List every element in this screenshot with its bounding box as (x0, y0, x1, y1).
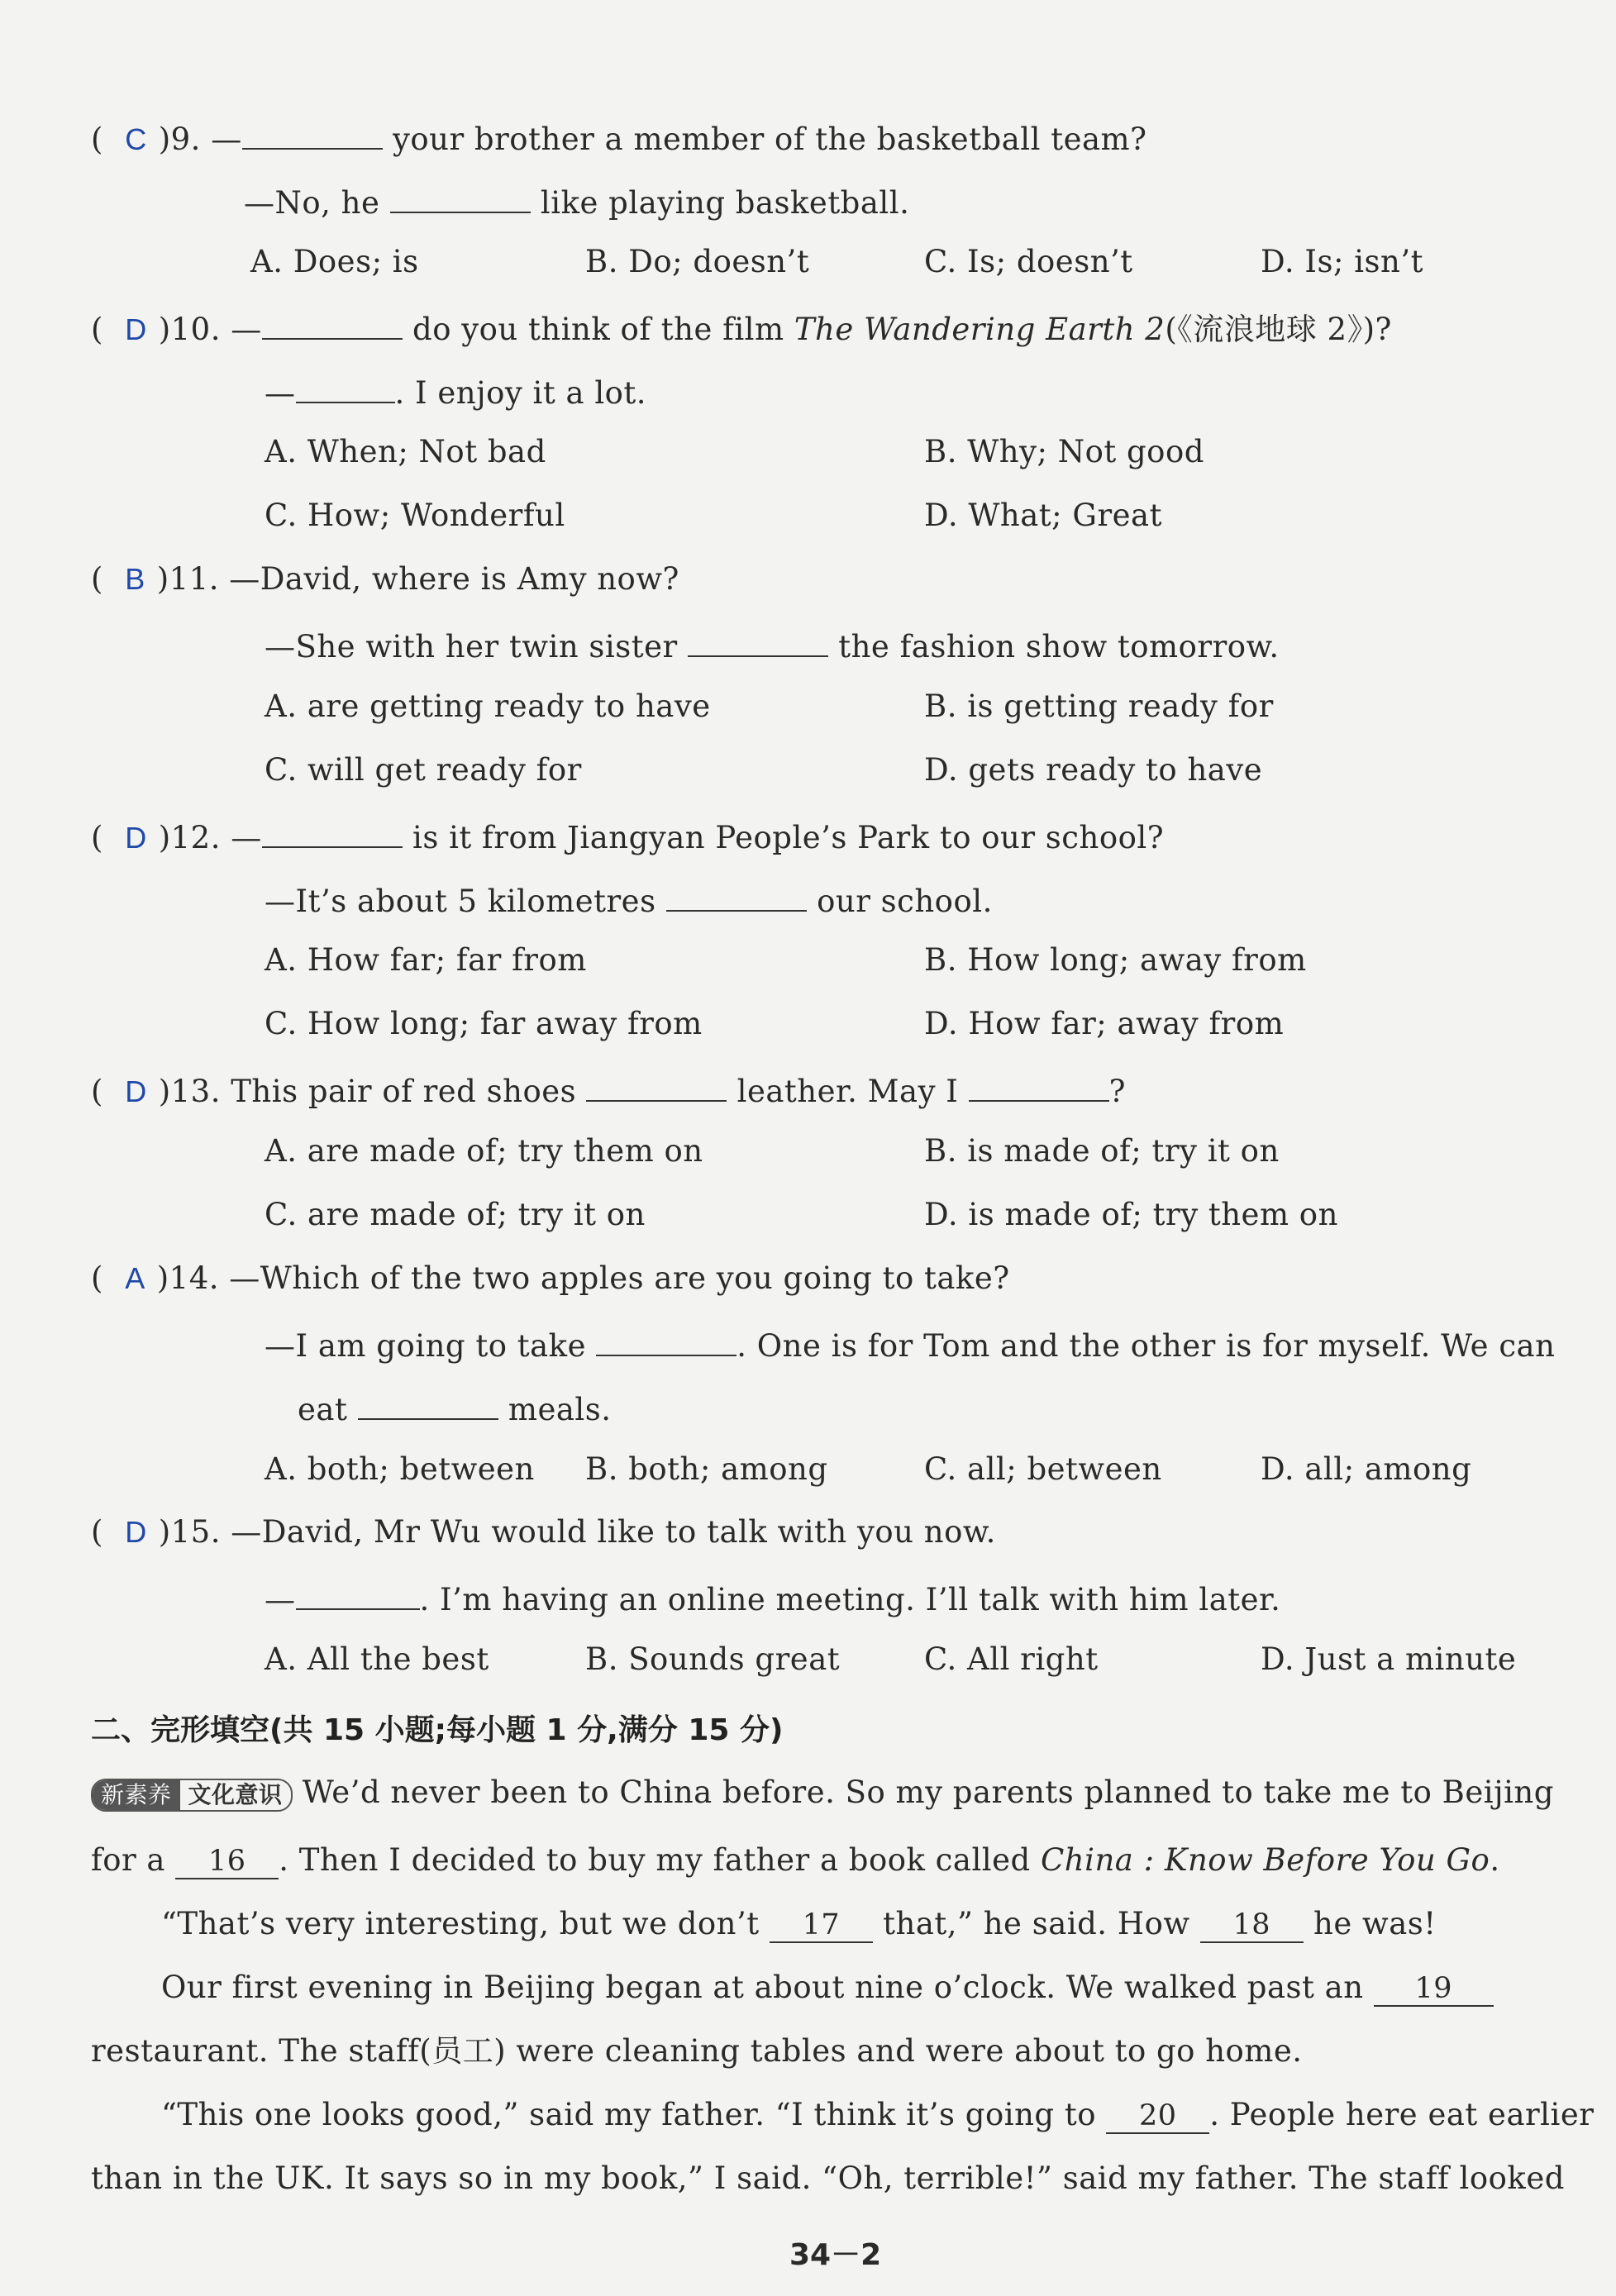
cloze-blank-16: 16 (175, 1847, 279, 1879)
question-11-reply: —She with her twin sister the fashion show tomorrow. (265, 629, 1280, 665)
section-2-heading: 二、完形填空(共 15 小题;每小题 1 分,满分 15 分) (91, 1713, 784, 1747)
cloze-blank-19: 19 (1374, 1974, 1494, 2007)
option-b: B. Sounds great (585, 1641, 841, 1677)
blank (242, 120, 383, 150)
answer-12: D (125, 821, 147, 855)
answer-11: B (125, 562, 145, 596)
option-b: B. How long; away from (924, 942, 1307, 978)
option-b: B. both; among (585, 1451, 828, 1487)
option-c: C. will get ready for (265, 752, 582, 788)
option-a: A. are getting ready to have (265, 688, 711, 724)
option-b: B. Why; Not good (924, 434, 1204, 469)
blank (296, 1580, 420, 1610)
question-14-reply-cont: eat meals. (298, 1392, 612, 1427)
question-15-reply: — . I’m having an online meeting. I’ll talk with him later. (265, 1582, 1281, 1617)
literacy-badge: 新素养 文化意识 (91, 1779, 293, 1812)
option-a: A. Does; is (250, 244, 419, 279)
option-b: B. Do; doesn’t (585, 244, 810, 279)
blank (262, 310, 403, 340)
cloze-blank-18: 18 (1200, 1911, 1304, 1943)
question-number: )9. (158, 121, 201, 157)
cloze-blank-20: 20 (1106, 2102, 1209, 2134)
passage-line-3: “That’s very interesting, but we don’t 17 that,” he said. How 18 he was! (161, 1906, 1437, 1941)
passage-line-1: 新素养 文化意识 We’d never been to China before. So my parents planned to take me to Beijing (91, 1777, 1554, 1812)
blank (969, 1072, 1109, 1102)
option-c: C. Is; doesn’t (924, 244, 1133, 279)
option-a: A. When; Not bad (265, 434, 546, 469)
answer-13: D (125, 1074, 147, 1108)
option-d: D. How far; away from (924, 1006, 1285, 1041)
option-a: A. How far; far from (265, 942, 587, 978)
option-c: C. All right (924, 1641, 1099, 1677)
answer-10: D (125, 312, 147, 346)
option-d: D. Just a minute (1261, 1641, 1517, 1677)
blank (586, 1072, 727, 1102)
question-9-stem: ( C )9. — your brother a member of the basketball team? (91, 121, 1147, 157)
question-15-stem: ( D )15. —David, Mr Wu would like to talk with you now. (91, 1514, 996, 1550)
blank (596, 1327, 736, 1356)
question-10-reply: — . I enjoy it a lot. (265, 375, 647, 411)
option-d: D. is made of; try them on (924, 1197, 1338, 1232)
answer-15: D (125, 1515, 147, 1549)
question-12-reply: —It’s about 5 kilometres our school. (265, 884, 993, 919)
answer-9: C (125, 122, 147, 156)
page-number: 34－2 (789, 2238, 882, 2272)
option-b: B. is getting ready for (924, 688, 1274, 724)
film-title: The Wandering Earth 2 (794, 312, 1166, 347)
option-c: C. How; Wonderful (265, 498, 565, 533)
blank (296, 374, 395, 403)
passage-line-4: Our first evening in Beijing began at about nine o’clock. We walked past an 19 (161, 1972, 1494, 2007)
option-d: D. What; Great (924, 498, 1162, 533)
cloze-blank-17: 17 (770, 1911, 873, 1943)
option-d: D. Is; isn’t (1261, 244, 1423, 279)
option-d: D. all; among (1261, 1451, 1472, 1487)
paren-open: ( (91, 121, 103, 157)
option-a: A. both; between (265, 1451, 535, 1487)
option-a: A. are made of; try them on (265, 1133, 703, 1169)
passage-line-5: restaurant. The staff(员工) were cleaning tables and were about to go home. (91, 2033, 1303, 2069)
option-c: C. all; between (924, 1451, 1162, 1487)
option-d: D. gets ready to have (924, 752, 1263, 788)
question-9-reply: —No, he like playing basketball. (244, 185, 910, 221)
passage-line-7: than in the UK. It says so in my book,” I said. “Oh, terrible!” said my father. The staff looked (91, 2160, 1565, 2196)
answer-14: A (125, 1261, 145, 1295)
book-title: China : Know Before You Go (1040, 1842, 1490, 1878)
option-a: A. All the best (265, 1641, 489, 1677)
question-11-stem: ( B )11. —David, where is Amy now? (91, 561, 679, 597)
question-13-stem: ( D )13. This pair of red shoes leather. May I ? (91, 1074, 1126, 1109)
option-c: C. are made of; try it on (265, 1197, 646, 1232)
question-14-reply: —I am going to take . One is for Tom and the other is for myself. We can (265, 1328, 1556, 1364)
blank (666, 882, 807, 912)
passage-line-6: “This one looks good,” said my father. “I think it’s going to 20 . People here eat earlier (161, 2097, 1595, 2132)
option-b: B. is made of; try it on (924, 1133, 1280, 1169)
question-14-stem: ( A )14. —Which of the two apples are you going to take? (91, 1260, 1010, 1296)
passage-line-2: for a 16 . Then I decided to buy my father a book called China : Know Before You Go. (91, 1842, 1500, 1878)
question-12-stem: ( D )12. — is it from Jiangyan People’s Park to our school? (91, 820, 1165, 855)
question-10-stem: ( D )10. — do you think of the film The Wandering Earth 2(《流浪地球 2》)? (91, 312, 1392, 347)
option-c: C. How long; far away from (265, 1006, 703, 1041)
blank (390, 183, 531, 213)
blank (262, 818, 403, 848)
blank (358, 1390, 498, 1420)
blank (688, 627, 828, 657)
